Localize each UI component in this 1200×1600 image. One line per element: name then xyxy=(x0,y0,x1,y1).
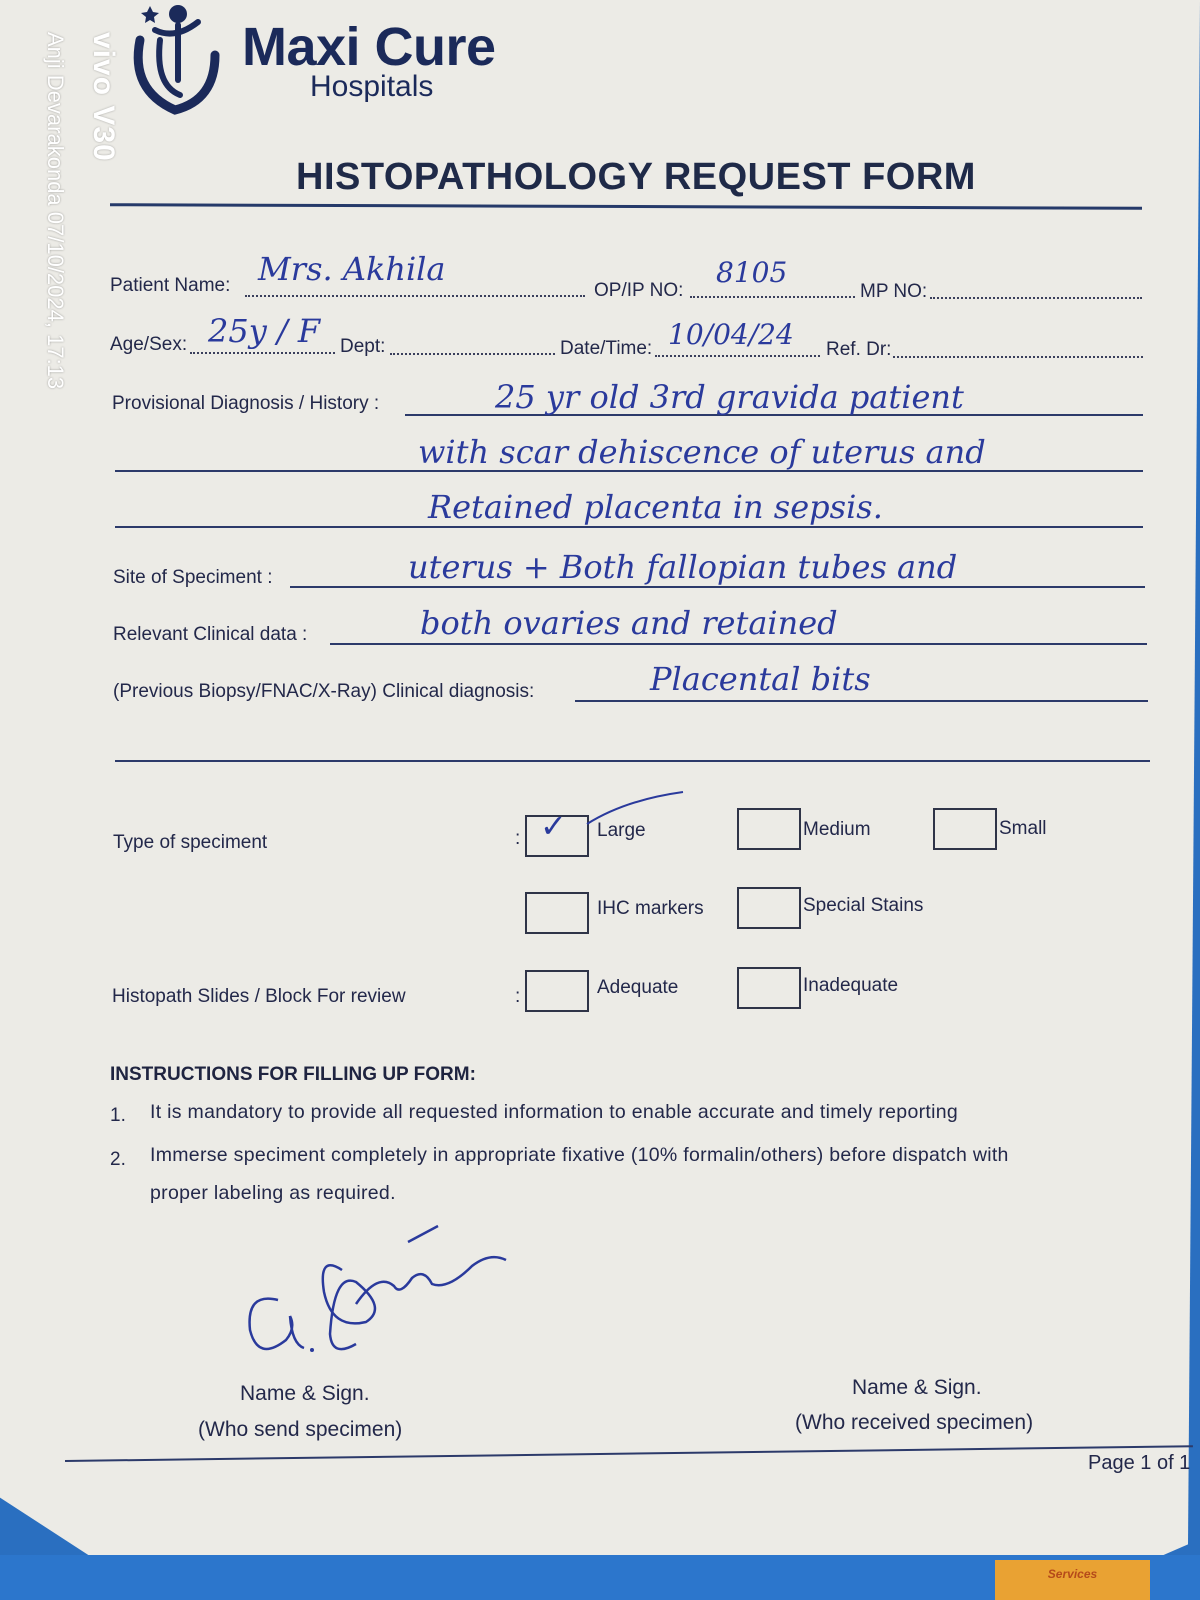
specimen-type-label: Type of speciment xyxy=(113,832,268,853)
slides-colon: : xyxy=(515,986,521,1007)
hospital-logo-icon xyxy=(120,0,230,120)
site-value: uterus + Both fallopian tubes and xyxy=(408,548,958,586)
age-sex-value: 25y / F xyxy=(208,312,321,350)
age-sex-label: Age/Sex: xyxy=(110,334,188,355)
instruction-text-1: It is mandatory to provide all requested information to enable accurate and timely reporting xyxy=(150,1101,959,1123)
previous-biopsy-value: Placental bits xyxy=(650,660,871,698)
diagnosis-text-line-1: 25 yr old 3rd gravida patient xyxy=(495,378,964,416)
date-time-value: 10/04/24 xyxy=(668,318,794,351)
small-option-label: Small xyxy=(999,818,1047,839)
sender-signature xyxy=(238,1212,528,1362)
sender-sign-label: Name & Sign. xyxy=(240,1382,370,1405)
date-time-label: Date/Time: xyxy=(560,338,653,359)
ref-dr-label: Ref. Dr: xyxy=(826,339,892,360)
medium-option-label: Medium xyxy=(803,819,871,840)
previous-biopsy-line xyxy=(575,700,1148,702)
slides-label: Histopath Slides / Block For review xyxy=(112,986,406,1007)
special-stains-label: Special Stains xyxy=(803,895,924,916)
photo-timestamp: Anji Devarakonda 07/10/2024, 17:13 xyxy=(43,32,68,390)
diagnosis-text-line-2: with scar dehiscence of uterus and xyxy=(418,433,986,471)
instructions-title: INSTRUCTIONS FOR FILLING UP FORM: xyxy=(110,1064,476,1085)
patient-name-label: Patient Name: xyxy=(110,275,231,296)
large-check-mark: ✓ xyxy=(540,807,567,845)
small-checkbox[interactable] xyxy=(933,808,997,850)
dept-label: Dept: xyxy=(340,336,386,357)
receiver-sign-label: Name & Sign. xyxy=(852,1376,982,1399)
hospital-subtitle: Hospitals xyxy=(310,70,434,103)
site-line xyxy=(290,586,1145,588)
large-option-label: Large xyxy=(597,820,646,841)
clinical-data-label: Relevant Clinical data : xyxy=(113,624,308,645)
receiver-sign-sublabel: (Who received specimen) xyxy=(795,1411,1034,1434)
specimen-type-colon: : xyxy=(515,828,521,849)
opip-line xyxy=(690,296,855,298)
ihc-markers-checkbox[interactable] xyxy=(525,892,589,934)
age-sex-line xyxy=(190,352,335,354)
dept-line xyxy=(390,353,555,355)
blank-line xyxy=(115,760,1150,762)
site-label: Site of Speciment : xyxy=(113,567,273,588)
hospital-name: Maxi Cure xyxy=(242,17,496,77)
special-stains-checkbox[interactable] xyxy=(737,887,801,929)
patient-name-line xyxy=(245,295,585,297)
services-tag: Services xyxy=(995,1560,1150,1600)
adequate-label: Adequate xyxy=(597,977,679,998)
instruction-text-2-cont: proper labeling as required. xyxy=(150,1182,396,1204)
diagnosis-text-line-3: Retained placenta in sepsis. xyxy=(428,488,883,526)
instruction-number-2: 2. xyxy=(110,1149,126,1170)
camera-watermark xyxy=(0,0,130,520)
ref-dr-line xyxy=(893,356,1143,358)
mp-line xyxy=(930,297,1142,299)
diagnosis-line-3 xyxy=(115,526,1143,528)
inadequate-label: Inadequate xyxy=(803,975,899,996)
clinical-data-value: both ovaries and retained xyxy=(420,604,838,642)
camera-brand-label: vivo V30 xyxy=(87,32,120,162)
opip-value: 8105 xyxy=(716,256,788,289)
medium-checkbox[interactable] xyxy=(737,808,801,850)
diagnosis-label: Provisional Diagnosis / History : xyxy=(112,393,380,414)
date-time-line xyxy=(655,355,820,357)
page-title: HISTOPATHOLOGY REQUEST FORM xyxy=(296,156,976,198)
ihc-markers-label: IHC markers xyxy=(597,898,704,919)
instruction-text-2: Immerse speciment completely in appropriate fixative (10% formalin/others) before dispatch with xyxy=(150,1144,1009,1166)
inadequate-checkbox[interactable] xyxy=(737,967,801,1009)
previous-biopsy-label: (Previous Biopsy/FNAC/X-Ray) Clinical diagnosis: xyxy=(113,681,535,702)
clinical-data-line xyxy=(330,643,1147,645)
sender-sign-sublabel: (Who send specimen) xyxy=(198,1418,403,1441)
adequate-checkbox[interactable] xyxy=(525,970,589,1012)
mp-label: MP NO: xyxy=(860,281,928,302)
instruction-number-1: 1. xyxy=(110,1105,126,1126)
page-number: Page 1 of 1 xyxy=(1088,1452,1191,1474)
opip-label: OP/IP NO: xyxy=(594,280,684,301)
patient-name-value: Mrs. Akhila xyxy=(258,250,446,288)
